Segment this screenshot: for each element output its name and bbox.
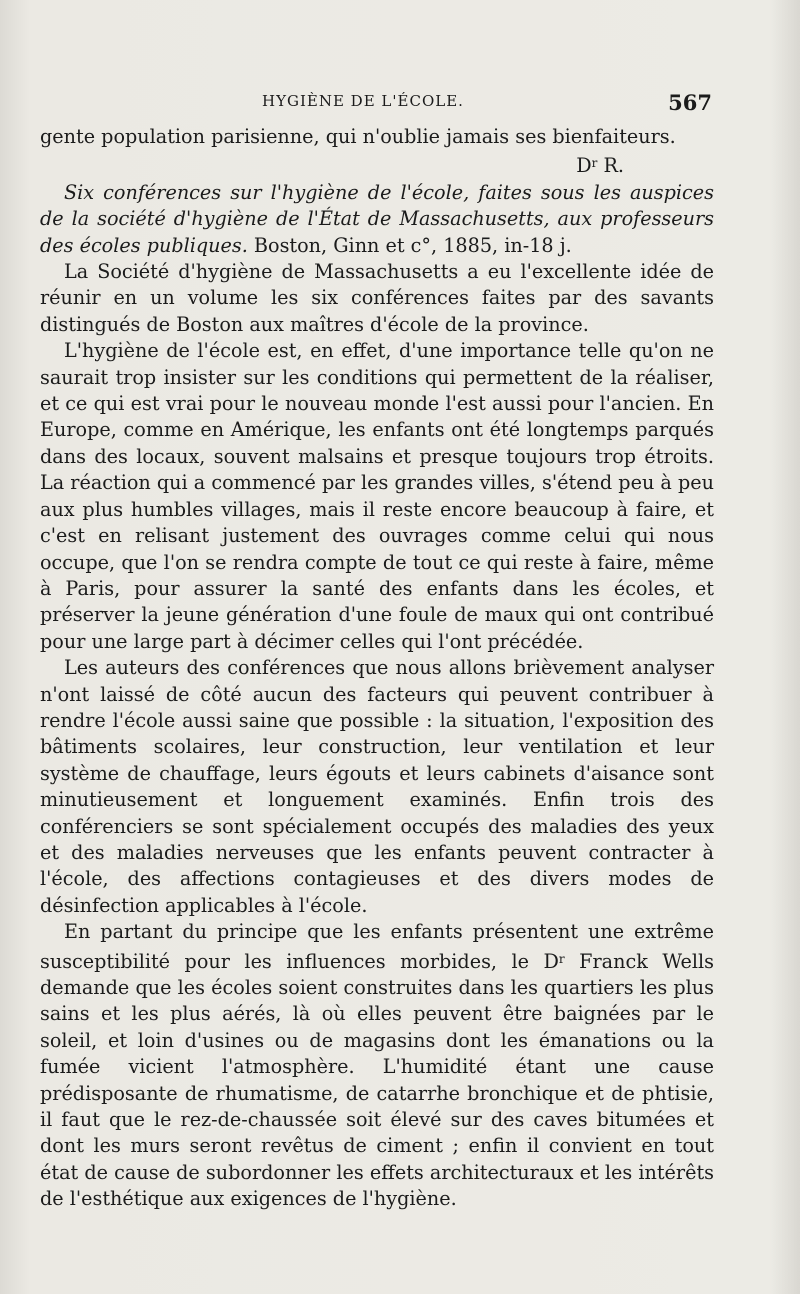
page-body (40, 124, 714, 1213)
reference-publisher: Boston, Ginn et c°, 1885, in-18 j. (247, 233, 572, 257)
bibliographic-reference (40, 180, 714, 259)
paragraph-continuation: gente population parisienne, qui n'oublie jamais ses bienfaiteurs. (40, 125, 676, 148)
signature-prefix: D (576, 154, 592, 178)
signature (40, 150, 714, 179)
paragraph-3: Les auteurs des conférences que nous allons brièvement analyser n'ont laissé de côté aucun des facteurs qui peuvent contribuer à rendre l'école aussi saine que possible : la situation, l'exposition des bâtiments scolaires, leur construction, leur ventilation et leur système de chauffage, leurs égouts et leurs cabinets d'aisance sont minutieusement et longuement examinés. Enfin trois des conférenciers se sont spécialement occupés des maladies des yeux et des maladies nerveuses que les enfants peuvent contracter à l'école, des affections contagieuses et des divers modes de désinfection applicables à l'école. (40, 656, 714, 917)
signature-superscript: r (591, 156, 598, 171)
paragraph-2: L'hygiène de l'école est, en effet, d'une importance telle qu'on ne saurait trop insister sur les conditions qui permettent de la réaliser, et ce qui est vrai pour le nouveau monde l'est aussi pour l'ancien. En Europe, comme en Amérique, les enfants ont été longtemps parqués dans des locaux, souvent malsains et presque toujours trop étroits. La réaction qui a commencé par les grandes villes, s'étend peu à peu aux plus humbles villages, mais il reste encore beaucoup à faire, et c'est en relisant justement des ouvrages comme celui qui nous occupe, que l'on se rendra compte de tout ce qui reste à faire, même à Paris, pour assurer la santé des enfants dans les écoles, et préserver la jeune génération d'une foule de maux qui ont contribué pour une large part à décimer celles qui l'ont précédée. (40, 339, 714, 653)
paragraph-1: La Société d'hygiène de Massachusetts a eu l'excellente idée de réunir en un volume les six conférences faites par des savants distingués de Boston aux maîtres d'école de la province. (40, 260, 714, 336)
page-number: 567 (668, 90, 712, 115)
paragraph-4-part-a: En partant du principe que les enfants présentent une extrême susceptibilité pour les influences morbides, le D (40, 920, 714, 973)
paragraph-4 (40, 919, 714, 1212)
page-header (40, 90, 712, 118)
paragraph-4-part-b: Franck Wells demande que les écoles soient construites dans les quartiers les plus sains et les plus aérés, là où elles peuvent être baignées par le soleil, et loin d'usines ou de magasins dont les émanations ou la fumée vicient l'atmosphère. L'humidité étant une cause prédisposante de rhumatisme, de catarrhe bronchique et de phtisie, il faut que le rez-de-chaussée soit élevé sur des caves bitumées et dont les murs seront revêtus de ciment ; enfin il convient en tout état de cause de subordonner les effets architecturaux et les intérêts de l'esthétique aux exigences de l'hygiène. (40, 949, 714, 1211)
paragraph-4-superscript: r (558, 951, 565, 966)
signature-name: R. (597, 154, 624, 178)
running-head: HYGIÈNE DE L'ÉCOLE. (262, 92, 464, 110)
reference-title: Six conférences sur l'hygiène de l'école, faites sous les auspices de la société d'hygiène de l'État de Massachusetts, aux professeurs des écoles publiques. (40, 180, 714, 257)
